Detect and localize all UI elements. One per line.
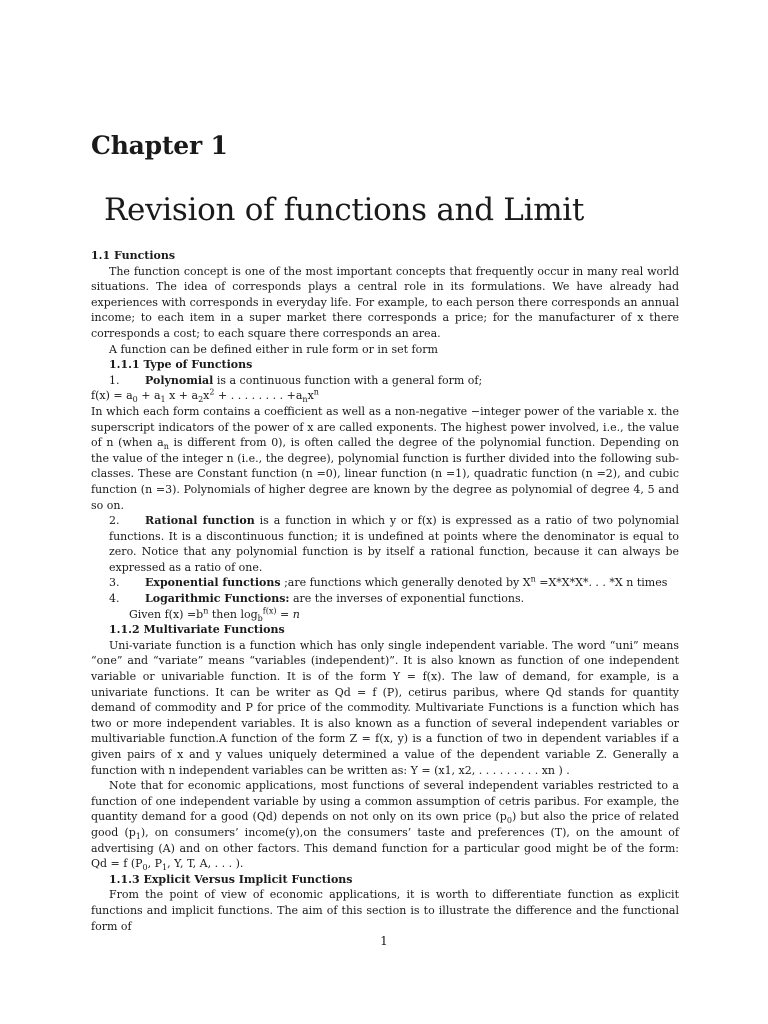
superscript: n — [530, 574, 536, 584]
superscript: 2 — [209, 387, 215, 397]
list-number: 4. — [109, 592, 120, 606]
paragraph — [91, 404, 679, 513]
formula-part: f(x) = a — [91, 389, 133, 403]
polynomial-formula — [91, 388, 679, 404]
list-text: ;are functions which generally denoted by X — [280, 576, 531, 590]
list-item-polynomial — [91, 373, 679, 389]
superscript: n — [313, 387, 319, 397]
formula-part: x + a — [165, 389, 199, 403]
text-part: is different from 0), is often called the degree of the polynomial function. Depending on the value of the integer n (i.e., the degree), polynomial function is further divided into the following sub-classes. These are Constant function (n =0), linear function (n =1), quadratic function (n =2), and cubic function (n =3). Polynomials of higher degree are known by the degree as polynomial of degree 4, 5 and so on. — [91, 436, 679, 512]
subsection-heading-explicit-implicit: 1.1.3 Explicit Versus Implicit Functions — [109, 872, 353, 886]
paragraph — [91, 778, 679, 872]
list-text: =X*X*X*. . . *X n times — [535, 576, 668, 590]
subscript: 1 — [162, 863, 168, 873]
document-body — [91, 248, 679, 934]
subscript: 0 — [506, 816, 512, 826]
page-title: Revision of functions and Limit — [104, 192, 585, 228]
subscript: 2 — [198, 395, 204, 405]
subscript: n — [163, 442, 169, 452]
text-part: , P — [147, 857, 163, 871]
subscript: 1 — [160, 395, 166, 405]
page-number: 1 — [380, 934, 388, 948]
list-text: is a continuous function with a general form of; — [213, 373, 483, 387]
list-number: 2. — [109, 514, 120, 528]
text-part: In which each form contains a coefficient as well as a non-negative −integer power of the variable x. the superscript indicators of the power of x are called exponents. The highest power involved, i.e., the value of n (when a — [91, 404, 679, 450]
subscript: 0 — [132, 395, 138, 405]
superscript: f(x) — [262, 606, 277, 615]
text-part: ), on consumers’ income(y),on the consumers’ taste and preferences (T), on the amount of advertising (A) and on other factors. This demand function for a particular good might be of the form: Qd = f (P — [91, 825, 679, 871]
list-item-exponential — [91, 575, 679, 591]
text-part: , Y, T, A, . . . ). — [167, 857, 244, 871]
term: Logarithmic Functions: — [145, 592, 290, 606]
term: Exponential functions — [145, 576, 281, 590]
subscript: 1 — [135, 832, 141, 842]
list-number: 3. — [109, 576, 120, 590]
section-heading-functions: 1.1 Functions — [91, 249, 176, 262]
subsection-heading-type-of-functions: 1.1.1 Type of Functions — [109, 358, 253, 372]
list-text: are the inverses of exponential functions. — [289, 592, 525, 606]
superscript: n — [203, 606, 209, 615]
formula-part: + . . . . . . . . +a — [214, 389, 303, 403]
list-item-rational — [91, 513, 679, 575]
subscript: b — [257, 613, 263, 623]
list-number: 1. — [109, 373, 120, 387]
subsection-heading-multivariate: 1.1.2 Multivariate Functions — [109, 623, 285, 637]
text-part: ) but also the price of related good (p — [91, 810, 679, 839]
paragraph: A function can be defined either in rule form or in set form — [109, 342, 438, 356]
text-part: Note that for economic applications, most functions of several independent variables restricted to a function of one independent variable by using a common assumption of cetris paribus. For example, the quantity demand for a good (Qd) depends on not only on its own price (p — [91, 779, 679, 824]
subscript: n — [302, 395, 308, 405]
formula-part: + a — [137, 389, 161, 403]
list-item-logarithmic — [91, 591, 679, 607]
chapter-heading: Chapter 1 — [91, 131, 228, 160]
log-formula — [91, 607, 679, 623]
term: Rational function — [145, 514, 255, 528]
formula-part: x — [307, 389, 314, 403]
formula-part: Given f(x) =b — [129, 607, 204, 621]
paragraph: The function concept is one of the most important concepts that frequently occur in many real world situations. The idea of corresponds plays a central role in its formulations. We have already had experiences with corresponds in everyday life. For example, to each person there corresponds an annual income; to each item in a super market there corresponds a price; for the manufacturer of x there corresponds a cost; to each square there corresponds an area. — [91, 264, 679, 340]
paragraph: Uni-variate function is a function which has only single independent variable. The word “uni” means “one” and “variate” means “variables (independent)”. It is also known as function of one independent variable or univariable function. It is of the form Y = f(x). The law of demand, for example, is a univariate functions. It can be writer as Qd = f (P), cetirus paribus, where Qd stands for quantity demand of commodity and P for price of the commodity. Multivariate Functions is a function which has two or more independent variables. It is also known as a function of several independent variables or multivariable function.A function of the form Z = f(x, y) is a function of two in dependent variables if a given pairs of x and y values uniquely determined a value of the dependent variable Z. Generally a function with n independent variables can be written as: Y = (x1, x2, . . . . . . . . . xn ) . — [91, 638, 679, 777]
term: Polynomial — [145, 373, 214, 387]
subscript: 0 — [142, 863, 148, 873]
paragraph: From the point of view of economic applications, it is worth to differentiate function as explicit functions and implicit functions. The aim of this section is to illustrate the difference and the functional form of — [91, 888, 679, 933]
formula-part: = n — [276, 607, 300, 621]
formula-part: x — [203, 389, 210, 403]
list-text: is a function in which y or f(x) is expressed as a ratio of two polynomial functions. It is a discontinuous function; it is undefined at points where the denominator is equal to zero. Notice that any polynomial function is by itself a rational function, because it can always be expressed as a ratio of one. — [109, 514, 679, 574]
formula-part: then log — [208, 607, 258, 621]
